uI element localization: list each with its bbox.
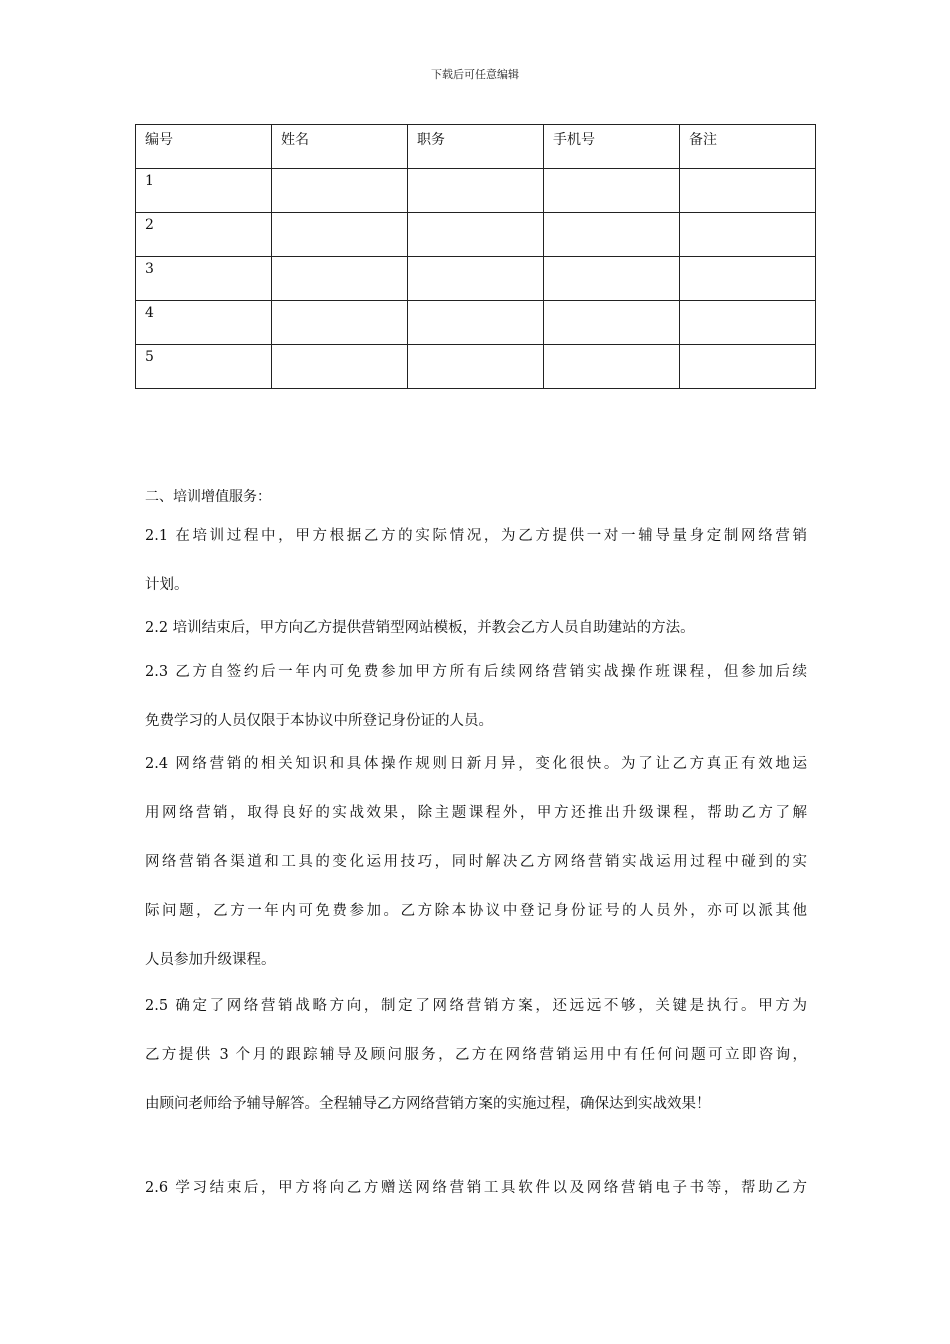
paragraph-2-2 (145, 616, 807, 665)
table-cell (272, 169, 408, 213)
paragraph-line: 2.4 网络营销的相关知识和具体操作规则日新月异，变化很快。为了让乙方真正有效地运 (145, 756, 807, 772)
table-row (136, 213, 816, 257)
table-cell (544, 345, 680, 389)
paragraph-2-1 (145, 524, 807, 622)
page-header: 下载后可任意编辑 (431, 68, 519, 81)
table-cell (408, 169, 544, 213)
paragraph-2-5 (145, 994, 807, 1141)
header-cell-name: 姓名 (272, 125, 408, 169)
table-cell (680, 213, 816, 257)
table-cell (544, 213, 680, 257)
header-cell-number: 编号 (136, 125, 272, 169)
table-cell (544, 257, 680, 301)
header-cell-position: 职务 (408, 125, 544, 169)
table-cell (680, 169, 816, 213)
paragraph-line: 免费学习的人员仅限于本协议中所登记身份证的人员。 (145, 713, 493, 729)
table-header-row (136, 125, 816, 169)
paragraph-line: 由顾问老师给予辅导解答。全程辅导乙方网络营销方案的实施过程，确保达到实战效果！ (145, 1096, 711, 1112)
table-cell: 5 (136, 345, 272, 389)
table-cell (408, 301, 544, 345)
table-cell: 2 (136, 213, 272, 257)
paragraph-line: 乙方提供 3 个月的跟踪辅导及顾问服务，乙方在网络营销运用中有任何问题可立即咨询， (145, 1047, 807, 1063)
paragraph-2-3 (145, 660, 807, 758)
table-cell (272, 301, 408, 345)
table-cell (272, 213, 408, 257)
paragraph-line: 际问题，乙方一年内可免费参加。乙方除本协议中登记身份证号的人员外，亦可以派其他 (145, 903, 807, 919)
table-cell (680, 257, 816, 301)
table-row (136, 345, 816, 389)
table-cell (272, 345, 408, 389)
table-cell: 1 (136, 169, 272, 213)
table-cell (680, 301, 816, 345)
table-cell (544, 301, 680, 345)
table-cell (408, 345, 544, 389)
paragraph-line: 2.2 培训结束后，甲方向乙方提供营销型网站模板，并教会乙方人员自助建站的方法。 (145, 620, 695, 636)
paragraph-2-4 (145, 752, 807, 997)
paragraph-line: 2.3 乙方自签约后一年内可免费参加甲方所有后续网络营销实战操作班课程，但参加后续 (145, 664, 807, 680)
paragraph-line: 计划。 (145, 577, 189, 593)
table-row (136, 301, 816, 345)
table-cell (408, 257, 544, 301)
paragraph-line: 用网络营销，取得良好的实战效果，除主题课程外，甲方还推出升级课程，帮助乙方了解 (145, 805, 807, 821)
table-cell: 4 (136, 301, 272, 345)
paragraph-line: 人员参加升级课程。 (145, 952, 276, 968)
paragraph-2-6 (145, 1176, 807, 1225)
section-title: 二、培训增值服务： (145, 489, 271, 505)
table-cell (408, 213, 544, 257)
header-cell-remarks: 备注 (680, 125, 816, 169)
table-row (136, 169, 816, 213)
table-row (136, 257, 816, 301)
paragraph-line: 2.6 学习结束后，甲方将向乙方赠送网络营销工具软件以及网络营销电子书等，帮助乙方 (145, 1180, 807, 1196)
table-cell (544, 169, 680, 213)
paragraph-line: 2.1 在培训过程中，甲方根据乙方的实际情况，为乙方提供一对一辅导量身定制网络营销 (145, 528, 807, 544)
header-cell-phone: 手机号 (544, 125, 680, 169)
table-cell: 3 (136, 257, 272, 301)
personnel-table (135, 124, 816, 389)
paragraph-line: 2.5 确定了网络营销战略方向，制定了网络营销方案，还远远不够，关键是执行。甲方为 (145, 998, 807, 1014)
table-cell (272, 257, 408, 301)
paragraph-line: 网络营销各渠道和工具的变化运用技巧，同时解决乙方网络营销实战运用过程中碰到的实 (145, 854, 807, 870)
table-cell (680, 345, 816, 389)
